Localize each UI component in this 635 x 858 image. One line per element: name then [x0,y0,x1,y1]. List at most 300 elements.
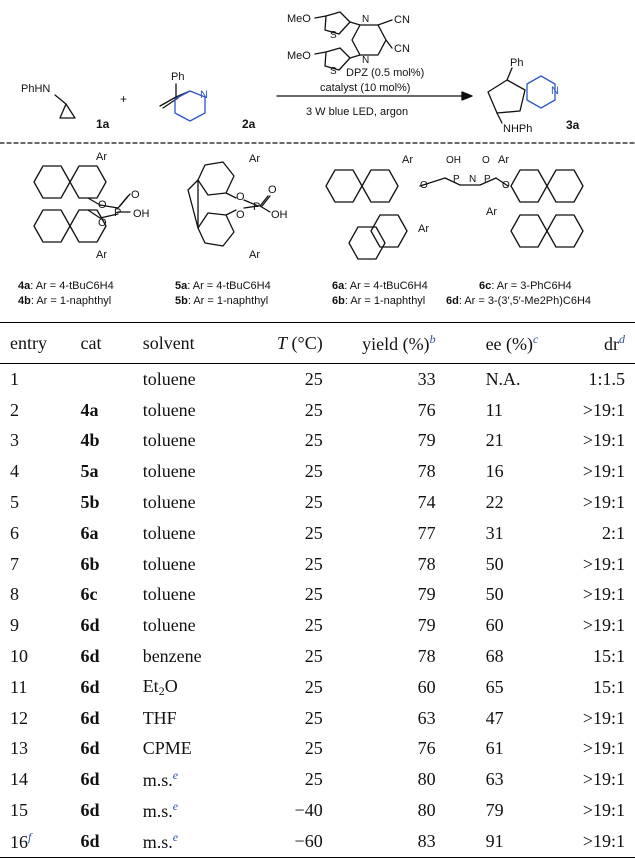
cell-yield [329,610,464,641]
product-nhph: NHPh [503,123,533,135]
cell-ee-value: 21 [485,430,504,451]
cell-catalyst [81,395,143,426]
cell-solvent [143,456,237,487]
legend-text-6b: : Ar = 1-naphthyl [344,295,426,307]
cell-temperature [237,487,329,518]
cell-catalyst [81,672,143,703]
cell-catalyst [81,426,143,457]
cell-solvent [143,641,237,672]
cell-yield-value: 60 [417,676,436,697]
cell-entry-value: 14 [10,769,28,790]
legend-text-6d: : Ar = 3-(3′,5′-Me2Ph)C6H4 [458,295,592,307]
cell-catalyst-value: 6b [80,553,100,574]
legend-id-5b: 5b [175,295,188,307]
cell-ee-value: 11 [485,399,503,420]
condition-photocat: DPZ (0.5 mol%) [346,67,425,79]
table-body [0,364,635,858]
table-row [0,672,635,703]
cell-temperature-value: 25 [304,399,323,420]
cell-yield-value: 79 [417,430,436,451]
cell-entry [0,610,81,641]
header-yield-label: yield (%) [362,333,430,354]
dpz-n-bottom: N [362,55,370,66]
cell-ee [464,518,583,549]
cell-entry [0,826,81,857]
legend-text-5a: : Ar = 4-tBuC6H4 [187,280,271,292]
cell-catalyst [81,641,143,672]
reactant-2a-label: 2a [242,117,256,131]
cell-catalyst-value: 6a [80,522,99,543]
cell-solvent [143,549,237,580]
cell-solvent-value: toluene [142,522,196,543]
header-yield-note: b [429,331,436,346]
cell-ee-value: 79 [485,800,504,821]
cell-catalyst-value: 6d [80,738,100,759]
cell-entry [0,364,81,395]
cell-entry-value: 11 [10,676,28,697]
cell-solvent-value: toluene [142,399,196,420]
cell-entry-value: 13 [10,738,28,759]
cell-temperature [237,518,329,549]
cell-solvent [143,487,237,518]
cell-dr-value: >19:1 [582,800,625,821]
cell-entry-value: 15 [10,800,28,821]
cell-entry [0,487,81,518]
legend-id-6a: 6a [332,280,345,292]
condition-catalyst: catalyst (10 mol%) [320,82,411,94]
cat4-p: P [114,207,122,219]
table-row [0,518,635,549]
cell-ee-value: 68 [485,646,504,667]
cell-dr-value: >19:1 [582,707,625,728]
cell-ee-value: 60 [485,615,504,636]
cell-temperature-value: 25 [304,461,323,482]
cat4-p-oxo: O [131,189,140,201]
cell-catalyst [81,764,143,795]
svg-text:6d: Ar = 3-(3′,5′-Me2Ph)C6H4 [446,295,591,307]
cat6-p-left: P [453,174,460,185]
cell-temperature-value: 25 [304,676,323,697]
cell-yield [329,518,464,549]
cat4-o-top: O [98,199,107,211]
cell-ee-value: 47 [485,707,504,728]
cell-dr [583,518,635,549]
dpz-meo-bottom: MeO [287,50,311,62]
table-row [0,426,635,457]
cat6-o-right: O [502,180,510,191]
cell-dr-value: 1:1.5 [588,368,625,389]
header-dr-note: d [619,331,625,346]
reactant-2a-n: N [200,89,208,101]
cell-yield [329,456,464,487]
cell-entry [0,580,81,611]
cell-dr [583,703,635,734]
legend-id-5a: 5a [175,280,188,292]
cell-catalyst [81,487,143,518]
table-header-row [0,323,635,364]
cell-ee [464,703,583,734]
cell-ee [464,734,583,765]
reactant-1a-amine: PhHN [21,83,51,95]
cell-ee [464,795,583,826]
legend-id-6b: 6b [332,295,345,307]
cat6-ar-top-right: Ar [498,154,509,166]
cell-entry-value: 1 [10,368,19,389]
optimization-table [0,322,635,858]
cat4-oh: OH [133,208,150,220]
cell-entry-value: 8 [10,584,19,605]
cell-catalyst-value: 6d [80,615,100,636]
cell-catalyst-value: 5b [80,492,100,513]
cell-ee [464,641,583,672]
cell-catalyst [81,703,143,734]
cell-dr [583,549,635,580]
cell-ee [464,826,583,857]
cat6-o-left: O [420,180,428,191]
table-row [0,580,635,611]
cell-yield [329,580,464,611]
cell-yield-value: 78 [417,646,436,667]
table-row [0,364,635,395]
cell-catalyst-value: 4b [80,430,100,451]
cell-solvent-value: toluene [142,430,196,451]
cell-entry [0,426,81,457]
cell-dr [583,826,635,857]
cell-solvent [143,610,237,641]
dpz-s-top: S [330,30,337,41]
cell-temperature [237,703,329,734]
table-row [0,826,635,857]
cell-ee [464,456,583,487]
cat4-ar-top: Ar [96,151,107,163]
legend-id-6c: 6c [479,280,492,292]
cell-yield-value: 79 [417,584,436,605]
header-yield [329,323,464,364]
dpz-cn-top: CN [394,14,410,26]
cell-solvent-value: $Et_2O$ [142,675,178,698]
svg-text:4b: Ar = 1-naphthyl [18,295,111,307]
cell-temperature-value: 25 [304,646,323,667]
cell-yield-value: 80 [417,769,436,790]
dpz-meo-top: MeO [287,13,311,25]
table-row [0,549,635,580]
cell-catalyst [81,734,143,765]
condition-light: 3 W blue LED, argon [306,106,409,118]
cell-dr-value: 15:1 [592,646,625,667]
svg-text:5a: Ar = 4-tBuC6H4 [175,280,271,292]
cell-solvent-value: benzene [142,646,202,667]
cell-dr-value: 15:1 [592,676,625,697]
cell-entry-value: 9 [10,615,19,636]
header-temperature [237,323,329,364]
cell-temperature-value: 25 [304,584,323,605]
dpz-n-top: N [362,14,370,25]
cell-entry-value: 3 [10,430,19,451]
legend-text-6a: : Ar = 4-tBuC6H4 [344,280,428,292]
cell-ee-value: 63 [485,769,504,790]
table-row [0,703,635,734]
cell-solvent [143,795,237,826]
cell-ee-value: 91 [485,830,504,851]
cell-temperature-value: 25 [304,522,323,543]
product-n: N [551,85,559,97]
cat6-ar-bottom-left: Ar [418,223,429,235]
product-3a-label: 3a [566,118,580,132]
cell-entry-value: 4 [10,461,19,482]
cell-dr [583,641,635,672]
cell-entry-value: 5 [10,492,19,513]
cell-ee [464,426,583,457]
cell-entry [0,764,81,795]
cell-ee [464,610,583,641]
table-row [0,487,635,518]
cell-ee-value: 22 [485,492,504,513]
cell-entry-value: 12 [10,707,28,728]
cell-temperature-value: −60 [294,830,323,851]
cell-catalyst [81,456,143,487]
cell-yield-value: 78 [417,461,436,482]
solvent-footnote: e [172,799,179,814]
cell-entry-value: 6 [10,522,19,543]
cell-temperature-value: 25 [304,707,323,728]
cell-ee [464,580,583,611]
legend-id-6d: 6d [446,295,459,307]
cell-catalyst [81,826,143,857]
cell-entry-value: 10 [10,646,28,667]
cat6-ar-bottom-right: Ar [486,206,497,218]
cell-ee-value: 50 [485,584,504,605]
svg-text:6c: Ar = 3-PhC6H4 [479,280,572,292]
cell-ee-value: N.A. [485,368,521,389]
cell-catalyst-value: 6d [80,646,100,667]
cell-dr [583,610,635,641]
cell-catalyst [81,549,143,580]
cell-temperature [237,795,329,826]
cell-entry [0,672,81,703]
cell-catalyst-value: 6d [80,769,100,790]
product-3a-structure [488,68,555,123]
cell-yield-value: 79 [417,615,436,636]
cell-ee [464,395,583,426]
cell-entry [0,395,81,426]
cell-solvent-value: toluene [142,492,196,513]
svg-text:4a: Ar = 4-tBuC6H4 [18,280,114,292]
cat6-oh: OH [446,155,461,166]
legend-text-6c: : Ar = 3-PhC6H4 [491,280,572,292]
cell-solvent-value: m.s. [142,801,173,822]
cat5-o-bottom: O [236,209,245,221]
optimization-table-wrapper [0,322,635,858]
cell-catalyst-value: 6d [80,707,100,728]
cell-dr-value: >19:1 [582,492,625,513]
legend-text-4b: : Ar = 1-naphthyl [30,295,112,307]
cell-solvent [143,364,237,395]
cell-solvent [143,395,237,426]
legend-text-5b: : Ar = 1-naphthyl [187,295,269,307]
product-ph: Ph [510,57,524,69]
cell-ee-value: 65 [485,676,504,697]
cell-solvent [143,580,237,611]
cell-temperature [237,426,329,457]
header-ee [464,323,583,364]
cell-entry [0,795,81,826]
cat4-o-bottom: O [98,217,107,229]
header-solvent: solvent [142,332,195,353]
svg-text:6a: Ar = 4-tBuC6H4 [332,280,428,292]
cell-catalyst-value: 6c [80,584,98,605]
cell-solvent [143,672,237,703]
cell-solvent-value: THF [142,707,177,728]
cell-solvent [143,826,237,857]
table-row [0,395,635,426]
cell-entry-value: 7 [10,553,19,574]
cell-ee [464,487,583,518]
cell-dr [583,795,635,826]
cell-ee-value: 61 [485,738,504,759]
cell-dr [583,395,635,426]
cell-catalyst [81,364,143,395]
cell-catalyst-value: 6d [80,676,100,697]
cell-temperature-value: 25 [304,738,323,759]
cell-yield-value: 83 [417,830,436,851]
cell-temperature [237,364,329,395]
cell-temperature-value: 25 [304,492,323,513]
cell-yield [329,641,464,672]
reaction-scheme [0,0,635,325]
cell-solvent-value: m.s. [142,770,173,791]
cell-yield [329,826,464,857]
cat6-ar-top-left: Ar [402,154,413,166]
cell-ee [464,549,583,580]
cell-temperature [237,549,329,580]
cell-yield [329,426,464,457]
cell-solvent-value: toluene [142,461,196,482]
cell-solvent-value: toluene [142,584,196,605]
cell-dr-value: >19:1 [582,830,625,851]
legend-id-4b: 4b [18,295,31,307]
cell-dr-value: >19:1 [582,738,625,759]
table-row [0,764,635,795]
cell-solvent-value: toluene [142,553,196,574]
dpz-photocatalyst-structure [315,12,392,70]
cell-temperature [237,610,329,641]
cell-entry [0,518,81,549]
cell-yield [329,549,464,580]
cell-yield-value: 80 [417,800,436,821]
cell-catalyst-value: 5a [80,461,99,482]
header-ee-note: c [533,331,539,346]
cell-temperature [237,734,329,765]
cell-solvent [143,518,237,549]
cell-temperature [237,672,329,703]
cell-dr-value: >19:1 [582,615,625,636]
cat6-n: N [469,174,477,185]
svg-text:5b: Ar = 1-naphthyl [175,295,268,307]
cell-yield [329,764,464,795]
cell-temperature-value: 25 [304,553,323,574]
cell-temperature-value: 25 [304,368,323,389]
cell-solvent-value: toluene [142,615,196,636]
cell-yield-value: 78 [417,553,436,574]
cell-yield-value: 76 [417,738,436,759]
header-entry: entry [10,332,47,353]
catalyst-legend [18,280,591,307]
cell-dr-value: >19:1 [582,430,625,451]
cell-solvent [143,426,237,457]
cell-solvent-value: m.s. [142,831,173,852]
cell-catalyst [81,518,143,549]
dpz-s-bottom: S [330,66,337,77]
cell-entry [0,703,81,734]
header-ee-label: ee (%) [485,333,534,354]
reactant-2a-ph: Ph [171,71,185,83]
cell-catalyst-value: 6d [80,800,100,821]
dpz-cn-bottom: CN [394,43,410,55]
cell-dr [583,364,635,395]
cat6-oxo: O [482,155,490,166]
cell-yield-value: 76 [417,399,436,420]
header-temperature-unit: (°C) [287,332,323,353]
cell-yield-value: 74 [417,492,436,513]
cell-yield [329,734,464,765]
cell-temperature-value: 25 [304,615,323,636]
cell-dr-value: 2:1 [601,522,625,543]
legend-text-4a: : Ar = 4-tBuC6H4 [30,280,114,292]
cell-entry-value: 2 [10,399,19,420]
cell-ee [464,764,583,795]
cell-catalyst [81,580,143,611]
reactant-2a-structure [160,84,205,121]
legend-id-4a: 4a [18,280,31,292]
cat5-oh: OH [271,209,288,221]
solvent-footnote: e [172,768,179,783]
svg-text:6b: Ar = 1-naphthyl [332,295,425,307]
table-row [0,641,635,672]
cat4-ar-bottom: Ar [96,249,107,261]
reactant-1a-label: 1a [96,117,110,131]
cell-entry [0,734,81,765]
cell-yield [329,795,464,826]
cell-solvent-value: toluene [142,368,196,389]
cell-dr [583,580,635,611]
cell-dr [583,672,635,703]
cell-temperature [237,764,329,795]
cell-ee-value: 31 [485,522,504,543]
cell-solvent [143,703,237,734]
cat5-p: P [253,201,261,213]
cell-yield-value: 77 [417,522,436,543]
cat5-ar-top: Ar [249,153,260,165]
cell-temperature [237,641,329,672]
entry-footnote: f [28,829,32,844]
cell-solvent [143,734,237,765]
cell-yield [329,487,464,518]
cell-temperature-value: 25 [304,430,323,451]
cell-yield-value: 33 [417,368,436,389]
cell-dr-value: >19:1 [582,461,625,482]
cell-yield [329,672,464,703]
cell-yield [329,703,464,734]
cell-entry-value: 16 [10,831,28,852]
cell-dr [583,426,635,457]
cell-yield-value: 63 [417,707,436,728]
cell-dr-value: >19:1 [582,399,625,420]
cat6-p-right: P [484,174,491,185]
cell-ee-value: 50 [485,553,504,574]
cell-catalyst [81,795,143,826]
cell-temperature [237,580,329,611]
cell-dr-value: >19:1 [582,769,625,790]
